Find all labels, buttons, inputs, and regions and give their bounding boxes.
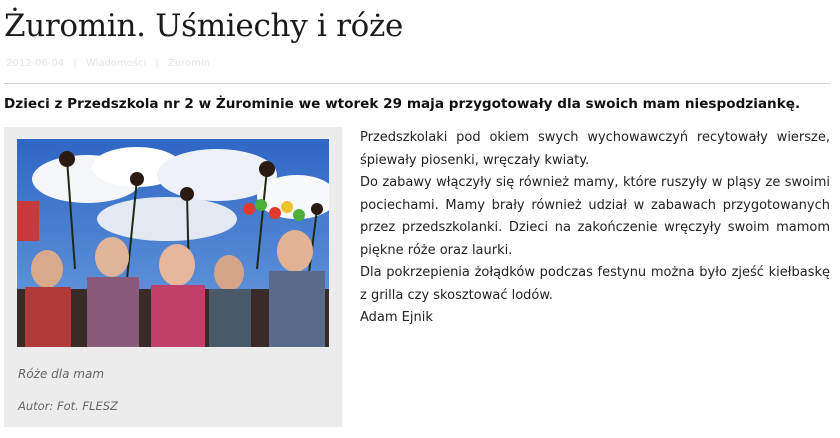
article-photo[interactable]	[17, 139, 329, 347]
article-body	[360, 127, 830, 330]
article-paragraph: Przedszkolaki pod okiem swych wychowawczyń recytowały wiersze, śpiewały piosenki, wręczały kwiaty.	[360, 130, 830, 168]
article-author: Adam Ejnik	[360, 310, 433, 325]
article-category-link[interactable]: Wiadomości	[85, 58, 147, 69]
article-paragraph: Do zabawy włączyły się również mamy, które ruszyły w pląsy ze swoimi pociechami. Mamy brały również udział w zabawach przygotowanych przez przedszkolanki. Dzieci na zakończenie wręczyły swoim mamom piękne róże oraz laurki.	[360, 175, 830, 258]
article-figure	[4, 127, 342, 427]
article-title: Żuromin. Uśmiechy i róże	[4, 8, 404, 44]
meta-separator: |	[155, 58, 159, 69]
article-paragraph: Dla pokrzepienia żołądków podczas festynu można było zjeść kiełbaskę z grilla czy skosztować lodów.	[360, 265, 830, 303]
meta-separator: |	[73, 58, 77, 69]
figure-credit: Autor: Fot. FLESZ	[18, 399, 118, 413]
title-divider	[4, 83, 830, 84]
article-lead: Dzieci z Przedszkola nr 2 w Żurominie we wtorek 29 maja przygotowały dla swoich mam niespodziankę.	[4, 96, 801, 112]
figure-caption: Róże dla mam	[18, 367, 105, 381]
article-meta	[6, 58, 210, 69]
article-section-link[interactable]: Żuromin	[168, 58, 211, 69]
article-date: 2012-06-04	[6, 58, 65, 69]
